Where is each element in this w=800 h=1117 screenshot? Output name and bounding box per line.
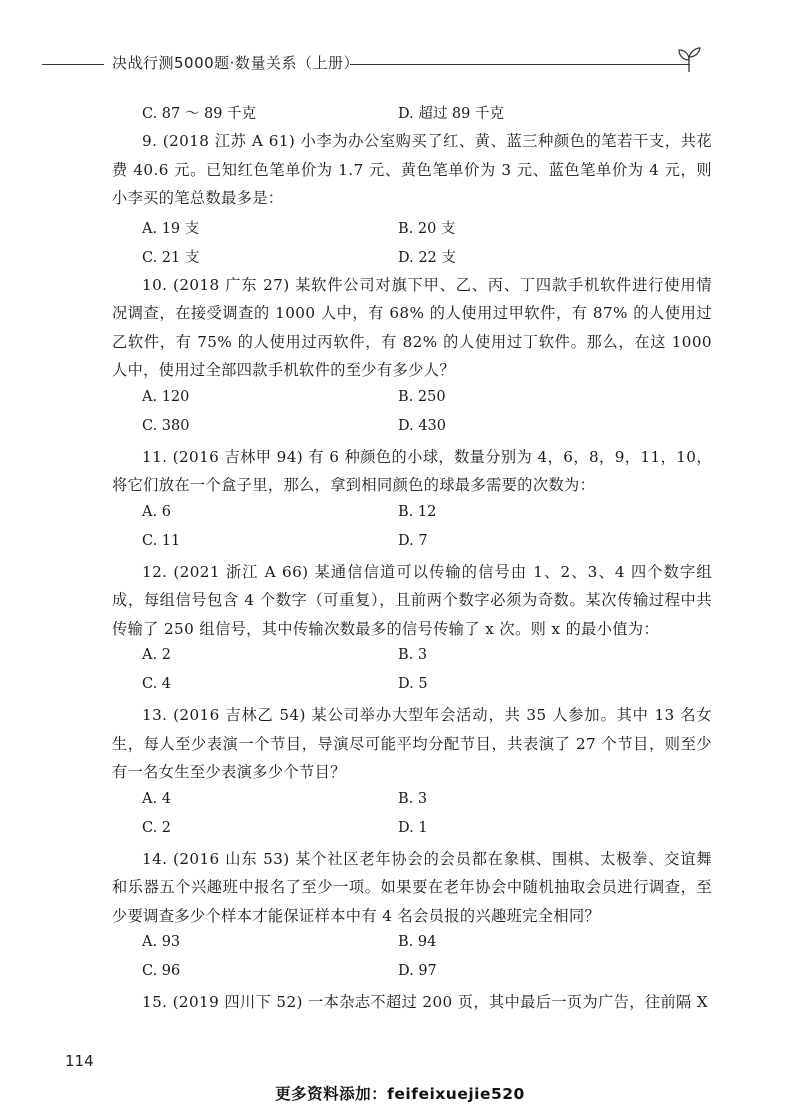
question-14 [112,845,712,989]
option-b: B. 3 [398,790,428,807]
option-row [112,242,712,271]
option-c: C. 2 [142,819,172,836]
question-text: 13. (2016 吉林乙 54) 某公司举办大型年会活动，共 35 人参加。其中 13 名女生，每人至少表演一个节目，导演尽可能平均分配节目，共表演了 27 个节目，则至少有一名女生至少表演多少个节目？ [112,706,712,781]
option-c: C. 11 [142,532,181,549]
option-b: B. 20 支 [398,220,456,237]
option-d: D. 22 支 [398,249,456,266]
option-c: C. 87 ～ 89 千克 [142,106,257,122]
question-13 [112,701,712,845]
option-b: B. 12 [398,503,437,520]
question-text: 11. (2016 吉林甲 94) 有 6 种颜色的小球，数量分别为 4，6，8，9，11，10，将它们放在一个盒子里，那么，拿到相同颜色的球最多需要的次数为： [112,447,712,494]
question-text: 12. (2021 浙江 A 66) 某通信信道可以传输的信号由 1、2、3、4 四个数字组成，每组信号包含 4 个数字（可重复），且前两个数字必须为奇数。某次传输过程中共传输了 250 组信号，其中传输次数最多的信号传输了 x 次。则 x 的最小值为： [112,562,712,638]
header-title: 决战行测5000题·数量关系（上册） [112,54,359,72]
option-row [112,213,712,242]
question-text: 14. (2016 山东 53) 某个社区老年协会的会员都在象棋、围棋、太极拳、交谊舞和乐器五个兴趣班中报名了至少一项。如果要在老年协会中随机抽取会员进行调查，至少要调查多少个样本才能保证样本中有 4 名会员报的兴趣班完全相同？ [112,849,712,925]
option-a: A. 120 [142,388,190,405]
option-row [112,787,712,816]
option-c: C. 4 [142,676,172,692]
option-d: D. 430 [398,417,447,434]
question-text: 9. (2018 江苏 A 61) 小李为办公室购买了红、黄、蓝三种颜色的笔若干支，共花费 40.6 元。已知红色笔单价为 1.7 元、黄色笔单价为 3 元、蓝色笔单价为 4 元，则小李买的笔总数最多是： [112,132,712,207]
option-a: A. 6 [142,503,171,520]
page-content [112,98,712,1017]
header-rule-right [350,64,690,65]
option-d: D. 1 [398,819,428,836]
question-15-text: 15. (2019 四川下 52) 一本杂志不超过 200 页，其中最后一页为广告，往前隔 X [142,993,709,1011]
option-a: A. 19 支 [142,220,200,237]
option-d: D. 7 [398,532,428,549]
option-row [112,816,712,845]
option-row [112,500,712,529]
option-row [112,959,712,988]
option-c: C. 21 支 [142,249,200,266]
option-row [112,672,712,701]
option-d: D. 5 [398,676,428,692]
option-d: D. 97 [398,963,437,979]
option-row [112,414,712,443]
option-row [112,930,712,959]
header-rule-left [42,64,104,65]
question-11 [112,443,712,558]
question-9 [112,127,712,271]
option-a: A. 93 [142,934,181,950]
option-row [112,529,712,558]
question-12 [112,558,712,702]
lead-options [112,98,712,127]
option-a: A. 2 [142,647,171,663]
option-b: B. 250 [398,388,446,405]
question-text: 10. (2018 广东 27) 某软件公司对旗下甲、乙、丙、丁四款手机软件进行使用情况调查，在接受调查的 1000 人中，有 68% 的人使用过甲软件，有 87% 的人使用过乙软件，有 75% 的人使用过丙软件，有 82% 的人使用过丁软件。那么，在这 1000 人中，使用过全部四款手机软件的至少有多少人？ [112,275,712,379]
page-number: 114 [65,1052,94,1070]
option-d: D. 超过 89 千克 [398,106,504,122]
footer-note: 更多资料添加：feifeixuejie520 [275,1085,525,1103]
option-a: A. 4 [142,790,171,807]
option-b: B. 94 [398,934,437,950]
option-c: C. 96 [142,963,181,979]
option-c: C. 380 [142,417,190,434]
sprout-icon [676,44,702,74]
page-header [0,44,800,74]
question-10 [112,271,712,443]
option-row [112,385,712,414]
option-b: B. 3 [398,647,428,663]
option-row [112,643,712,672]
